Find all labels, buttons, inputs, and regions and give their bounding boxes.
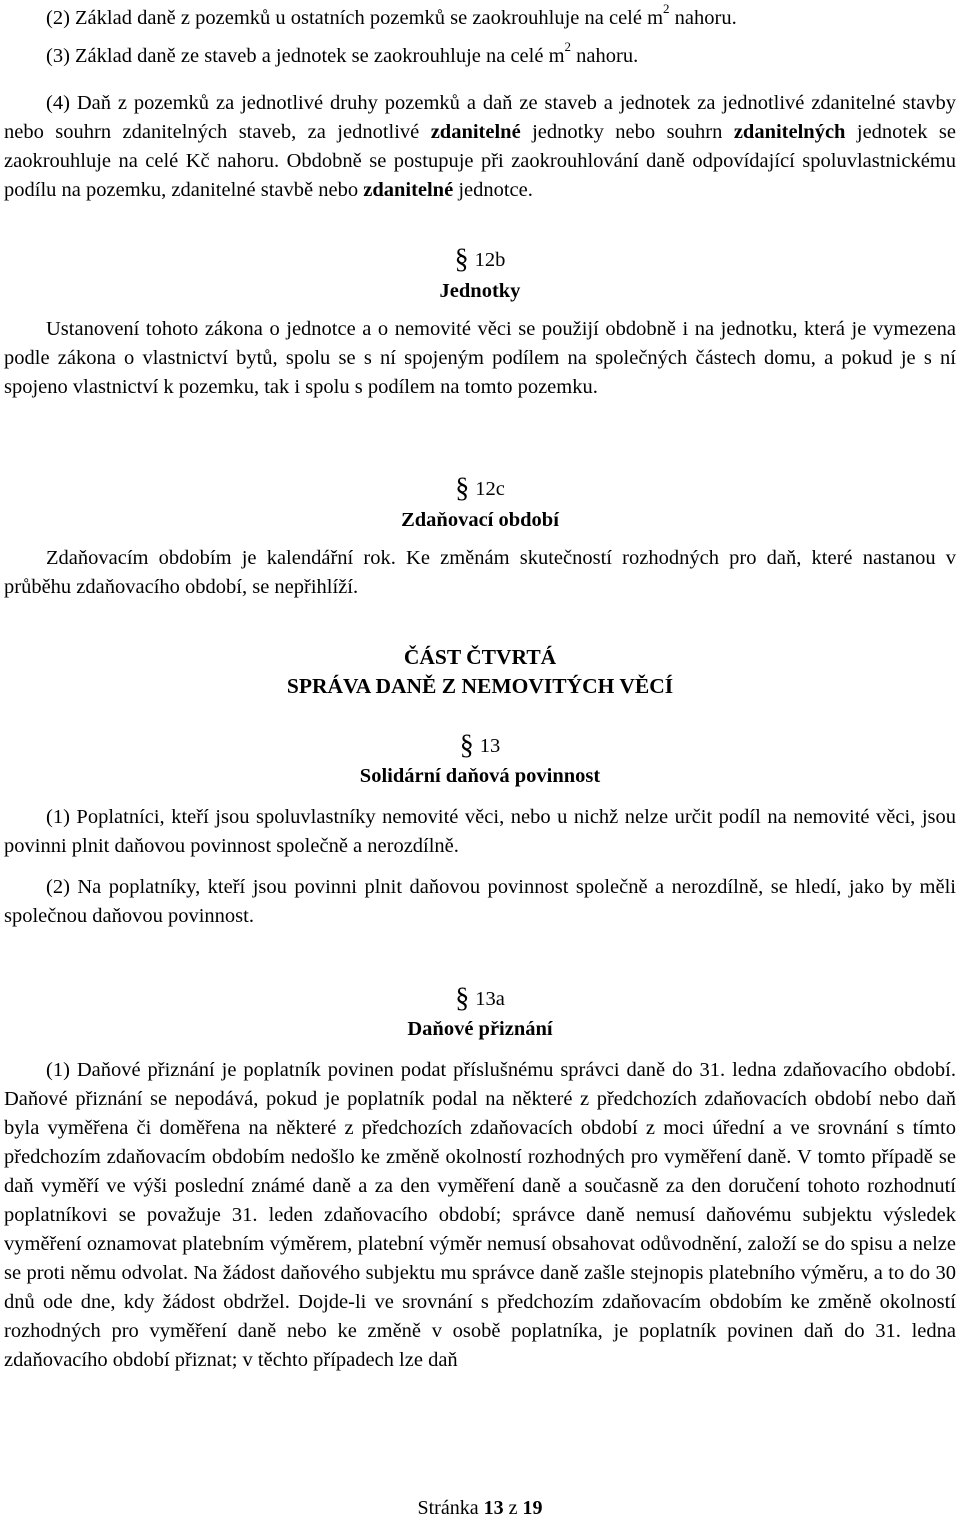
page-total: 19 <box>522 1497 543 1519</box>
paragraph-4 <box>4 89 956 205</box>
footer-label: z <box>503 1497 523 1519</box>
section-title: Daňové přiznání <box>407 1018 553 1040</box>
page-number: 13 <box>483 1497 504 1519</box>
superscript: 2 <box>663 1 670 17</box>
part-title: ČÁST ČTVRTÁ <box>403 645 557 669</box>
paragraph-text: nahoru. <box>571 45 639 67</box>
paragraph-sign-icon: § <box>459 730 474 761</box>
section-number-text: 13 <box>479 735 501 757</box>
paragraph-sign-icon: § <box>455 473 470 504</box>
paragraph-3 <box>46 39 956 71</box>
section-body: (1) Poplatníci, kteří jsou spoluvlastníky nemovité věci, nebo u nichž nelze určit podíl na nemovité věci, jsou povinni plnit daňovou povinnost společně a nerozdílně. <box>4 806 956 857</box>
section-title: Zdaňovací období <box>401 509 559 531</box>
paragraph-sign-icon: § <box>455 983 470 1014</box>
bold-term: zdanitelných <box>733 121 846 143</box>
paragraph-text: (3) Základ daně ze staveb a jednotek se zaokrouhluje na celé m <box>46 45 565 67</box>
paragraph-text: jednotce. <box>453 179 533 201</box>
section-13 <box>4 731 956 931</box>
section-number <box>4 245 956 275</box>
part-subtitle: SPRÁVA DANĚ Z NEMOVITÝCH VĚCÍ <box>286 674 674 698</box>
section-13a <box>4 984 956 1375</box>
section-number-text: 13a <box>475 988 505 1010</box>
paragraph-sign-icon: § <box>454 244 469 275</box>
paragraph-text: (4) Daň z pozemků za jednotlivé druhy pozemků a daň ze staveb a jednotek za jednotlivé zdanitelné stavby nebo souhrn zdanitelných staveb, za jednotlivé <box>4 92 956 143</box>
section-12b <box>4 245 956 402</box>
bold-term: zdanitelné <box>430 121 521 143</box>
paragraph-text: nahoru. <box>669 7 737 29</box>
paragraph-text: jednotek se zaokrouhluje na celé Kč nahoru. Obdobně se postupuje při zaokrouhlování daně odpovídající spoluvlastnickému podílu na pozemku, zdanitelné stavbě nebo <box>4 121 956 201</box>
paragraph-text: (2) Základ daně z pozemků u ostatních pozemků se zaokrouhluje na celé m <box>46 7 664 29</box>
bold-term: zdanitelné <box>363 179 454 201</box>
section-number <box>4 474 956 504</box>
footer-label: Stránka <box>417 1497 484 1519</box>
section-body: (2) Na poplatníky, kteří jsou povinni plnit daňovou povinnost společně a nerozdílně, se hledí, jako by měli společnou daňovou povinnost. <box>4 876 956 927</box>
section-number-text: 12b <box>474 249 506 271</box>
section-number <box>4 984 956 1014</box>
superscript: 2 <box>564 39 572 55</box>
paragraph-2 <box>46 1 956 33</box>
part-heading <box>4 643 956 701</box>
section-number <box>4 731 956 761</box>
section-12c <box>4 474 956 602</box>
section-body: Zdaňovacím obdobím je kalendářní rok. Ke změnám skutečností rozhodných pro daň, které nastanou v průběhu zdaňovacího období, se nepřihlíží. <box>4 547 956 598</box>
section-body: (1) Daňové přiznání je poplatník povinen podat příslušnému správci daně do 31. ledna zdaňovacího období. Daňové přiznání se nepodává, pokud je poplatník podal na některé z předchozích zdaňovacích období nebo daň byla vyměřena či doměřena na některé z předchozích zdaňovacích období z moci úřední a ve srovnání s tímto předchozím zdaňovacím obdobím nedošlo ke změně okolností rozhodných pro vyměření daně. V tomto případě se daň vyměří ve výši poslední známé daně a za den vyměření daně a současně za den doručení tohoto rozhodnutí poplatníkovi se považuje 31. leden zdaňovacího období; správce daně nemusí daňovému subjektu výsledek vyměření oznamovat platebním výměrem, platební výměr nemusí obsahovat odůvodnění, založí se do spisu a nelze se proti němu odvolat. Na žádost daňového subjektu mu správce daně zašle stejnopis platebního výměru, a to do 30 dnů ode dne, kdy žádost obdržel. Dojde-li ve srovnání s předchozím zdaňovacím obdobím ke změně okolností rozhodných pro vyměření daně nebo ke změně v osobě poplatníka, je poplatník povinen daň do 31. ledna zdaňovacího období přiznat; v těchto případech lze daň <box>4 1059 956 1371</box>
section-title: Solidární daňová povinnost <box>359 765 601 787</box>
section-title: Jednotky <box>439 280 521 302</box>
paragraph-text: jednotky nebo souhrn <box>520 121 734 143</box>
page-footer <box>0 1494 960 1523</box>
section-body: Ustanovení tohoto zákona o jednotce a o nemovité věci se použijí obdobně i na jednotku, která je vymezena podle zákona o vlastnictví bytů, spolu se s ní spojeným podílem na společných částech domu, a pokud je s ní spojeno vlastnictví k pozemku, tak i spolu s podílem na tomto pozemku. <box>4 318 956 398</box>
section-number-text: 12c <box>475 478 505 500</box>
